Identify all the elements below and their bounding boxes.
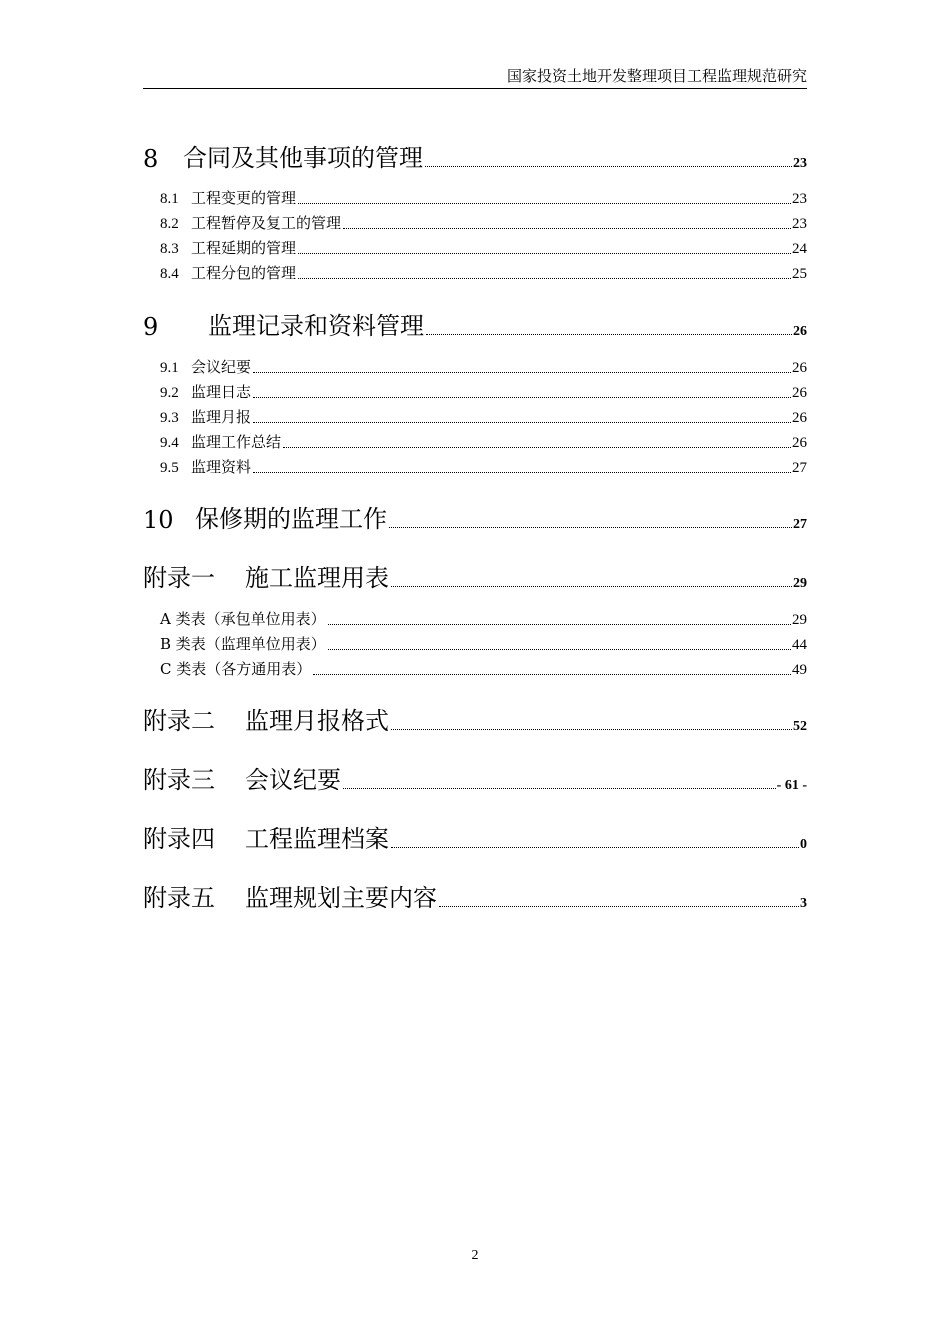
toc-page-number: 0 bbox=[800, 837, 807, 852]
toc-chapter-8[interactable] bbox=[143, 138, 807, 173]
toc-section-number: 9.1 bbox=[160, 360, 179, 376]
toc-page-number: 26 bbox=[792, 435, 807, 451]
toc-section-title: 工程暂停及复工的管理 bbox=[191, 214, 342, 232]
dot-leader bbox=[425, 166, 792, 167]
toc-appendix-title: 工程监理档案 bbox=[245, 825, 389, 853]
page-header bbox=[143, 66, 807, 89]
toc-chapter-number: 8 bbox=[143, 145, 159, 173]
toc-chapter-10[interactable] bbox=[143, 499, 807, 534]
toc-section-title: 监理月报 bbox=[191, 408, 252, 426]
toc-section-title: 监理工作总结 bbox=[191, 433, 282, 451]
toc-page-number: 23 bbox=[792, 191, 807, 207]
toc-page-number: 26 bbox=[793, 324, 807, 339]
toc-section-8-3[interactable] bbox=[160, 237, 807, 258]
toc-appendix-5[interactable] bbox=[143, 878, 807, 913]
toc-appendix-1-b[interactable] bbox=[160, 633, 807, 654]
toc-section-8-4[interactable] bbox=[160, 262, 807, 283]
toc-section-title: B 类表（监理单位用表） bbox=[160, 635, 326, 653]
dot-leader bbox=[391, 729, 792, 730]
dot-leader bbox=[253, 372, 791, 373]
dot-leader bbox=[328, 624, 791, 625]
toc-section-9-2[interactable] bbox=[160, 381, 807, 402]
page-number: 2 bbox=[471, 1248, 479, 1263]
dot-leader bbox=[298, 203, 791, 204]
toc-section-title: 工程延期的管理 bbox=[191, 239, 297, 257]
toc-section-number: 9.3 bbox=[160, 410, 179, 426]
toc-section-number: 8.4 bbox=[160, 266, 179, 282]
toc-chapter-number: 9 bbox=[143, 313, 159, 341]
dot-leader bbox=[253, 472, 791, 473]
toc-section-8-2[interactable] bbox=[160, 212, 807, 233]
toc-section-number: 9.4 bbox=[160, 435, 179, 451]
dot-leader bbox=[328, 649, 791, 650]
toc-page-number: 26 bbox=[792, 410, 807, 426]
toc-chapter-9[interactable] bbox=[143, 306, 807, 341]
toc-section-title: 监理日志 bbox=[191, 383, 252, 401]
toc-appendix-4[interactable] bbox=[143, 819, 807, 854]
toc-section-title: 工程变更的管理 bbox=[191, 189, 297, 207]
toc-page-number: 23 bbox=[793, 156, 807, 171]
toc-appendix-number: 附录四 bbox=[143, 825, 215, 853]
dot-leader bbox=[439, 906, 799, 907]
dot-leader bbox=[343, 228, 791, 229]
toc-appendix-title: 会议纪要 bbox=[245, 766, 341, 794]
toc-page-number: - 61 - bbox=[776, 778, 807, 793]
toc-page-number: 49 bbox=[792, 662, 807, 678]
toc-section-title: 监理资料 bbox=[191, 458, 252, 476]
dot-leader bbox=[391, 847, 799, 848]
toc-chapter-title: 监理记录和资料管理 bbox=[208, 312, 424, 340]
toc-page-number: 52 bbox=[793, 719, 807, 734]
toc-page-number: 44 bbox=[792, 637, 807, 653]
toc-page-number: 26 bbox=[792, 360, 807, 376]
toc-chapter-title: 合同及其他事项的管理 bbox=[183, 144, 423, 172]
toc-appendix-number: 附录二 bbox=[143, 707, 215, 735]
dot-leader bbox=[313, 674, 791, 675]
toc-appendix-1-a[interactable] bbox=[160, 608, 807, 629]
toc-page-number: 27 bbox=[792, 460, 807, 476]
toc-section-9-1[interactable] bbox=[160, 356, 807, 377]
dot-leader bbox=[298, 253, 791, 254]
toc-appendix-1-c[interactable] bbox=[160, 658, 807, 679]
toc-appendix-number: 附录五 bbox=[143, 884, 215, 912]
dot-leader bbox=[298, 278, 791, 279]
toc-section-title: 工程分包的管理 bbox=[191, 264, 297, 282]
toc-page-number: 24 bbox=[792, 241, 807, 257]
header-title: 国家投资土地开发整理项目工程监理规范研究 bbox=[506, 67, 807, 85]
toc-section-9-3[interactable] bbox=[160, 406, 807, 427]
toc-appendix-title: 施工监理用表 bbox=[245, 564, 389, 592]
toc-page-number: 23 bbox=[792, 216, 807, 232]
toc-chapter-title: 保修期的监理工作 bbox=[195, 505, 387, 533]
toc-appendix-2[interactable] bbox=[143, 701, 807, 736]
toc-page-number: 29 bbox=[793, 576, 807, 591]
toc-page-number: 3 bbox=[800, 896, 807, 911]
toc-section-9-5[interactable] bbox=[160, 456, 807, 477]
dot-leader bbox=[253, 397, 791, 398]
toc-section-9-4[interactable] bbox=[160, 431, 807, 452]
toc-appendix-number: 附录三 bbox=[143, 766, 215, 794]
toc-page-number: 25 bbox=[792, 266, 807, 282]
toc-section-8-1[interactable] bbox=[160, 187, 807, 208]
toc-appendix-1[interactable] bbox=[143, 558, 807, 593]
toc-appendix-number: 附录一 bbox=[143, 564, 215, 592]
toc-section-title: 会议纪要 bbox=[191, 358, 252, 376]
toc-appendix-3[interactable] bbox=[143, 760, 807, 795]
toc-section-title: C 类表（各方通用表） bbox=[160, 660, 312, 678]
toc-section-number: 8.1 bbox=[160, 191, 179, 207]
dot-leader bbox=[283, 447, 791, 448]
toc-section-number: 8.2 bbox=[160, 216, 179, 232]
dot-leader bbox=[391, 586, 792, 587]
toc-section-number: 9.2 bbox=[160, 385, 179, 401]
toc-page-number: 26 bbox=[792, 385, 807, 401]
dot-leader bbox=[389, 527, 792, 528]
toc-section-number: 8.3 bbox=[160, 241, 179, 257]
dot-leader bbox=[253, 422, 791, 423]
toc-appendix-title: 监理月报格式 bbox=[245, 707, 389, 735]
toc-page-number: 27 bbox=[793, 517, 807, 532]
toc-section-number: 9.5 bbox=[160, 460, 179, 476]
toc-appendix-title: 监理规划主要内容 bbox=[245, 884, 437, 912]
dot-leader bbox=[426, 334, 792, 335]
dot-leader bbox=[343, 788, 776, 789]
toc-page-number: 29 bbox=[792, 612, 807, 628]
toc-section-title: A 类表（承包单位用表） bbox=[160, 610, 326, 628]
toc-chapter-number: 10 bbox=[143, 506, 174, 534]
